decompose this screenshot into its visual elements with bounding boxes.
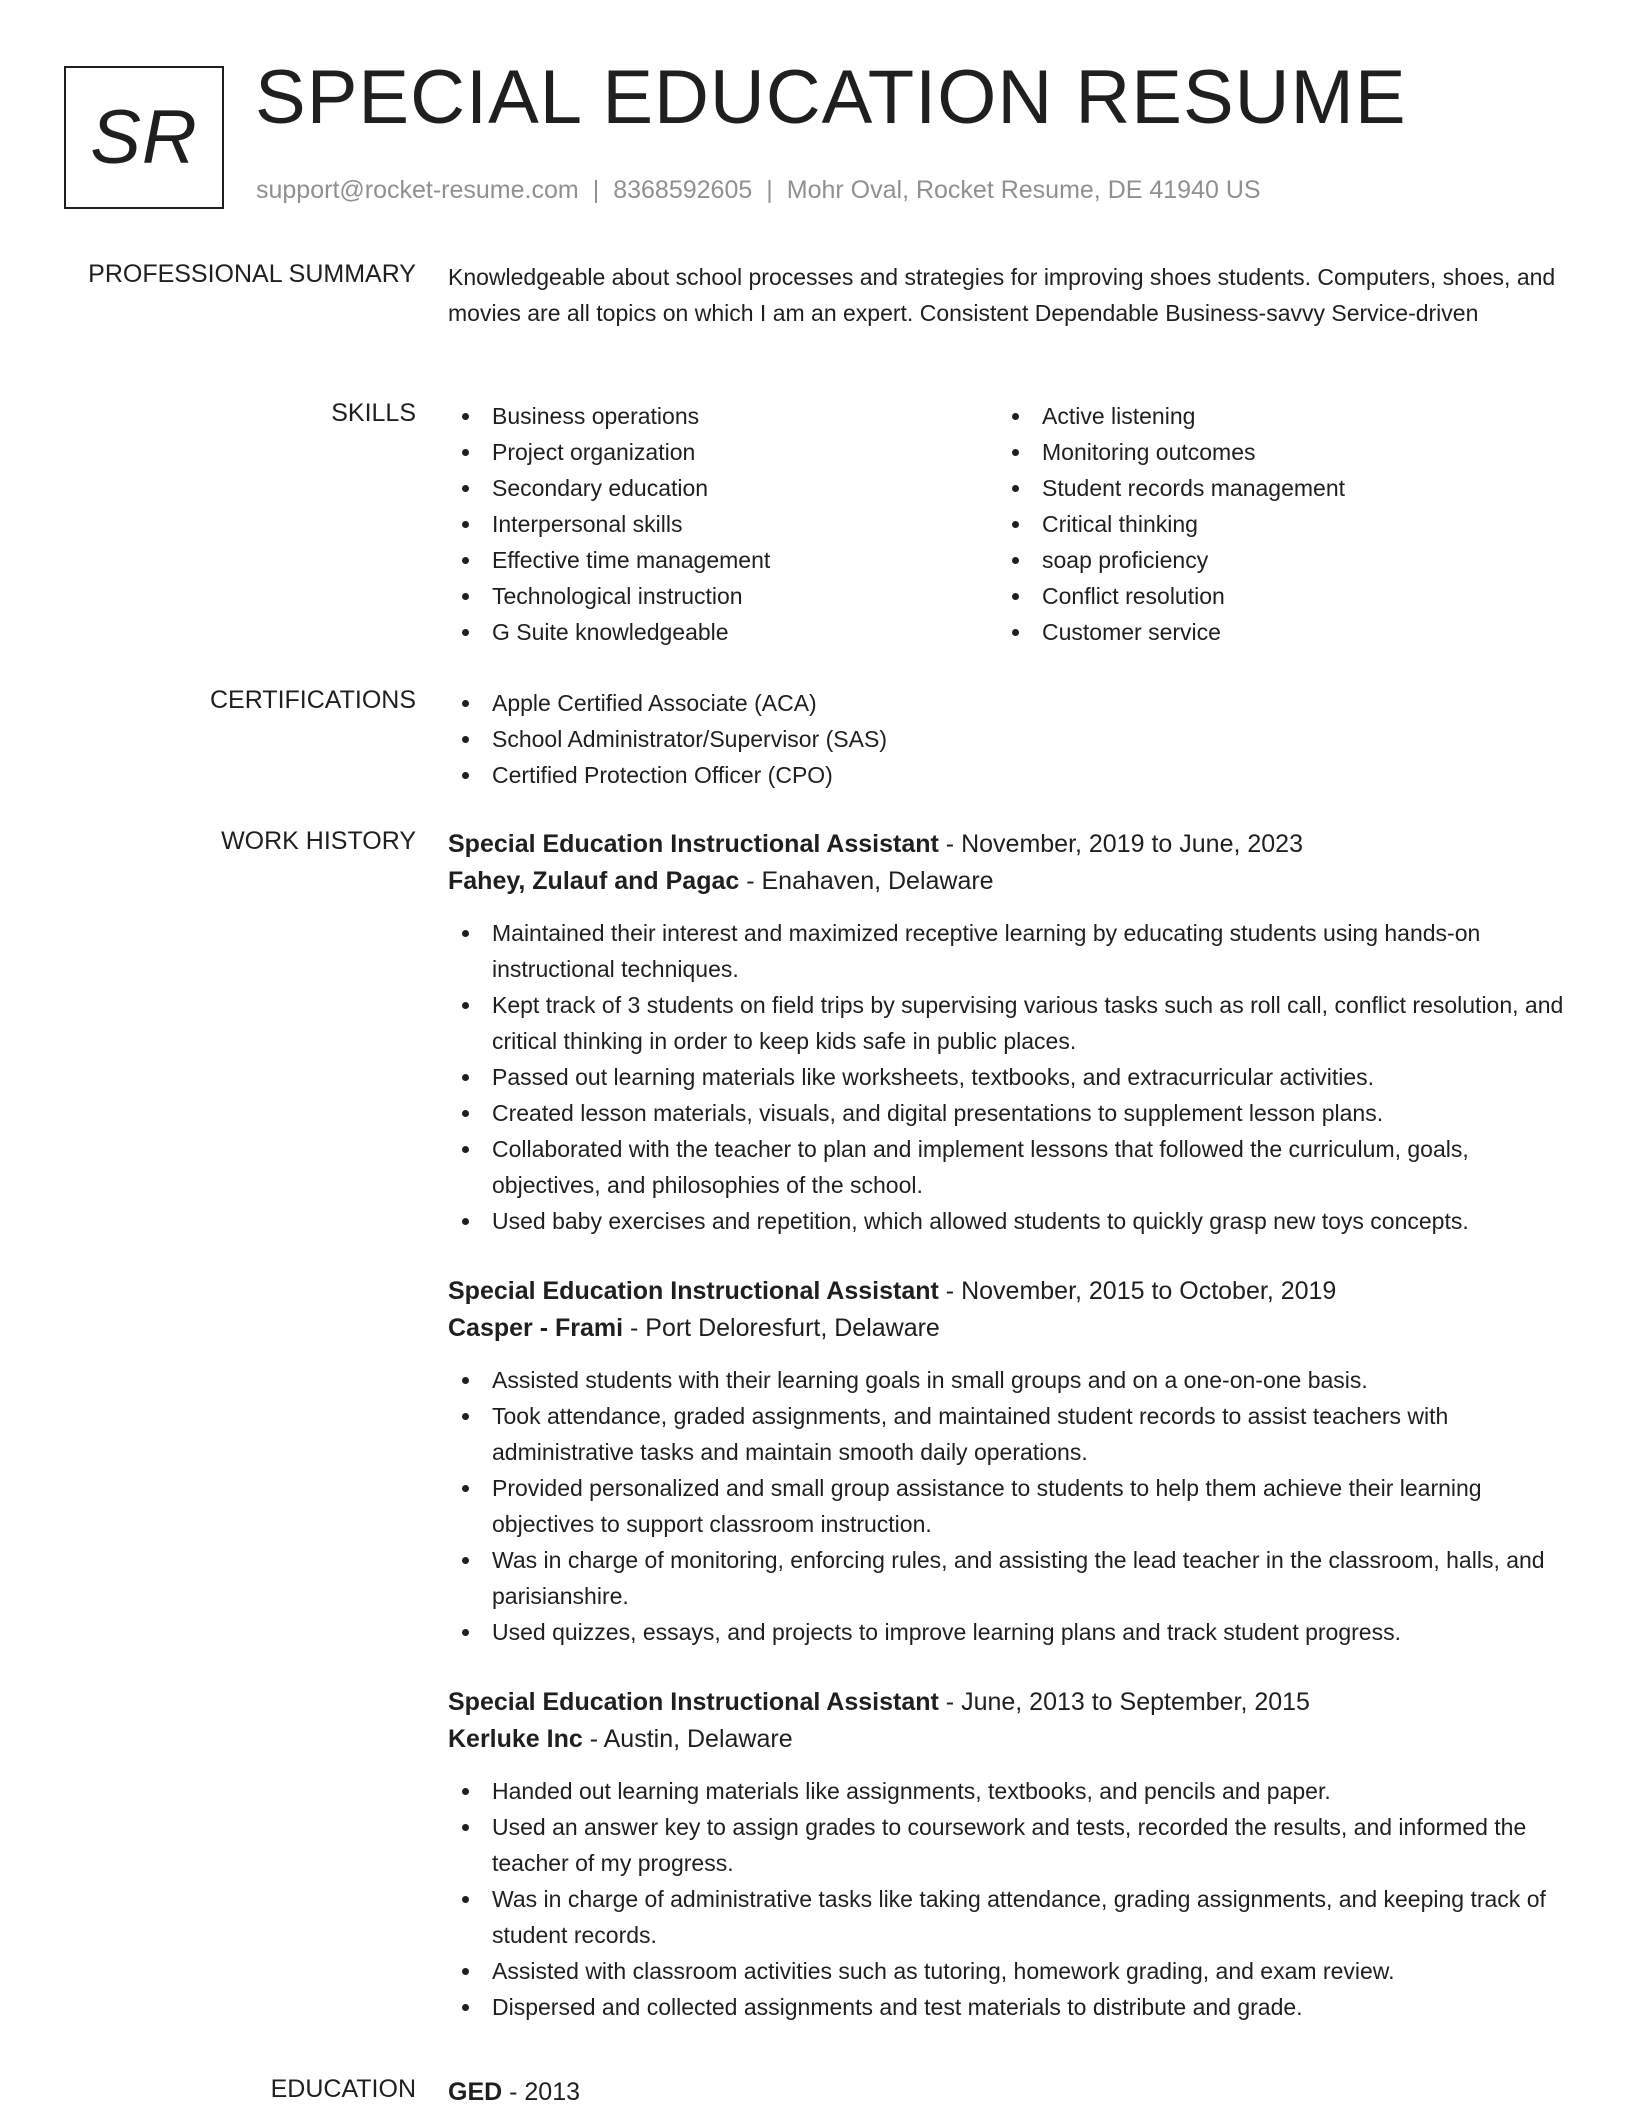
skill-item: Effective time management [448, 542, 998, 578]
certifications-list [448, 685, 1568, 793]
job-title: Special Education Instructional Assistant [448, 1688, 939, 1716]
job-company: Casper - Frami [448, 1314, 624, 1342]
contact-line [256, 176, 1261, 205]
education-line [448, 2074, 1568, 2111]
job-dates: - June, 2013 to September, 2015 [938, 1688, 1310, 1716]
job-bullets [448, 1773, 1568, 2025]
skill-item: Secondary education [448, 470, 998, 506]
section-label-education: EDUCATION [270, 2075, 416, 2103]
contact-separator: | [592, 176, 600, 204]
job-title-line [448, 826, 1568, 863]
job-bullet: Maintained their interest and maximized receptive learning by educating students using hands-on instructional techniques. [448, 915, 1568, 987]
job-bullets [448, 915, 1568, 1239]
job-location: - Austin, Delaware [582, 1725, 793, 1753]
contact-separator: | [766, 176, 773, 204]
job-bullet: Assisted students with their learning goals in small groups and on a one-on-one basis. [448, 1362, 1568, 1398]
skill-item: Interpersonal skills [448, 506, 998, 542]
skills-list-left [448, 398, 998, 650]
monogram-text: SR [90, 95, 198, 180]
section-label-summary: PROFESSIONAL SUMMARY [88, 260, 416, 288]
job-location: - Enahaven, Delaware [739, 867, 994, 895]
skills-list-right [998, 398, 1548, 650]
contact-address: Mohr Oval, Rocket Resume, DE 41940 US [786, 176, 1261, 204]
skill-item: G Suite knowledgeable [448, 614, 998, 650]
job-company-line [448, 1721, 1568, 1758]
monogram-badge [64, 66, 224, 209]
certification-item: Certified Protection Officer (CPO) [448, 757, 1568, 793]
certification-item: Apple Certified Associate (ACA) [448, 685, 1568, 721]
section-label-work-history: WORK HISTORY [221, 827, 416, 855]
skill-item: Customer service [998, 614, 1548, 650]
job-bullet: Assisted with classroom activities such as tutoring, homework grading, and exam review. [448, 1953, 1568, 1989]
work-history-content [448, 826, 1568, 2025]
certifications-content [448, 685, 1568, 793]
job-title-line [448, 1273, 1568, 1310]
job-company-line [448, 863, 1568, 900]
skill-item: Active listening [998, 398, 1548, 434]
summary-content [448, 259, 1568, 331]
job-bullet: Dispersed and collected assignments and test materials to distribute and grade. [448, 1989, 1568, 2025]
job-dates: - November, 2015 to October, 2019 [938, 1277, 1337, 1305]
skill-item: Technological instruction [448, 578, 998, 614]
job-bullet: Passed out learning materials like worksheets, textbooks, and extracurricular activities. [448, 1059, 1568, 1095]
job-bullet: Used an answer key to assign grades to coursework and tests, recorded the results, and informed the teacher of my progress. [448, 1809, 1568, 1881]
resume-title: SPECIAL EDUCATION RESUME [255, 55, 1407, 140]
education-content [448, 2074, 1568, 2111]
education-year: - 2013 [502, 2078, 581, 2106]
skill-item: Business operations [448, 398, 998, 434]
skill-item: Monitoring outcomes [998, 434, 1548, 470]
skill-item: Student records management [998, 470, 1548, 506]
job-bullets [448, 1362, 1568, 1650]
certification-item: School Administrator/Supervisor (SAS) [448, 721, 1568, 757]
job-company: Fahey, Zulauf and Pagac [448, 867, 740, 895]
job-company: Kerluke Inc [448, 1725, 583, 1753]
job-bullet: Kept track of 3 students on field trips by supervising various tasks such as roll call, conflict resolution, and critical thinking in order to keep kids safe in public places. [448, 987, 1568, 1059]
job-bullet: Was in charge of monitoring, enforcing rules, and assisting the lead teacher in the classroom, halls, and parisianshire. [448, 1542, 1568, 1614]
job-entry [448, 1684, 1568, 2025]
job-company-line [448, 1310, 1568, 1347]
contact-phone: 8368592605 [613, 176, 753, 204]
job-title: Special Education Instructional Assistant [448, 1277, 939, 1305]
job-bullet: Provided personalized and small group assistance to students to help them achieve their learning objectives to support classroom instruction. [448, 1470, 1568, 1542]
contact-email: support@rocket-resume.com [256, 176, 579, 204]
summary-text: Knowledgeable about school processes and strategies for improving shoes students. Computers, shoes, and movies are all topics on which I am an expert. Consistent Dependable Business-savvy Service-driven [448, 264, 1556, 326]
job-entry [448, 1273, 1568, 1650]
job-bullet: Used baby exercises and repetition, which allowed students to quickly grasp new toys concepts. [448, 1203, 1568, 1239]
job-title: Special Education Instructional Assistant [448, 830, 939, 858]
section-label-skills: SKILLS [331, 399, 416, 427]
section-label-certifications: CERTIFICATIONS [209, 686, 416, 714]
job-bullet: Used quizzes, essays, and projects to improve learning plans and track student progress. [448, 1614, 1568, 1650]
skill-item: Critical thinking [998, 506, 1548, 542]
job-dates: - November, 2019 to June, 2023 [938, 830, 1303, 858]
skills-content [448, 398, 1568, 650]
job-bullet: Was in charge of administrative tasks like taking attendance, grading assignments, and keeping track of student records. [448, 1881, 1568, 1953]
job-entry [448, 826, 1568, 1239]
education-degree: GED [448, 2078, 503, 2106]
job-bullet: Handed out learning materials like assignments, textbooks, and pencils and paper. [448, 1773, 1568, 1809]
job-bullet: Created lesson materials, visuals, and digital presentations to supplement lesson plans. [448, 1095, 1568, 1131]
job-bullet: Collaborated with the teacher to plan and implement lessons that followed the curriculum, goals, objectives, and philosophies of the school. [448, 1131, 1568, 1203]
skill-item: Project organization [448, 434, 998, 470]
job-title-line [448, 1684, 1568, 1721]
skill-item: soap proficiency [998, 542, 1548, 578]
skill-item: Conflict resolution [998, 578, 1548, 614]
job-bullet: Took attendance, graded assignments, and maintained student records to assist teachers with administrative tasks and maintain smooth daily operations. [448, 1398, 1568, 1470]
job-location: - Port Deloresfurt, Delaware [623, 1314, 940, 1342]
